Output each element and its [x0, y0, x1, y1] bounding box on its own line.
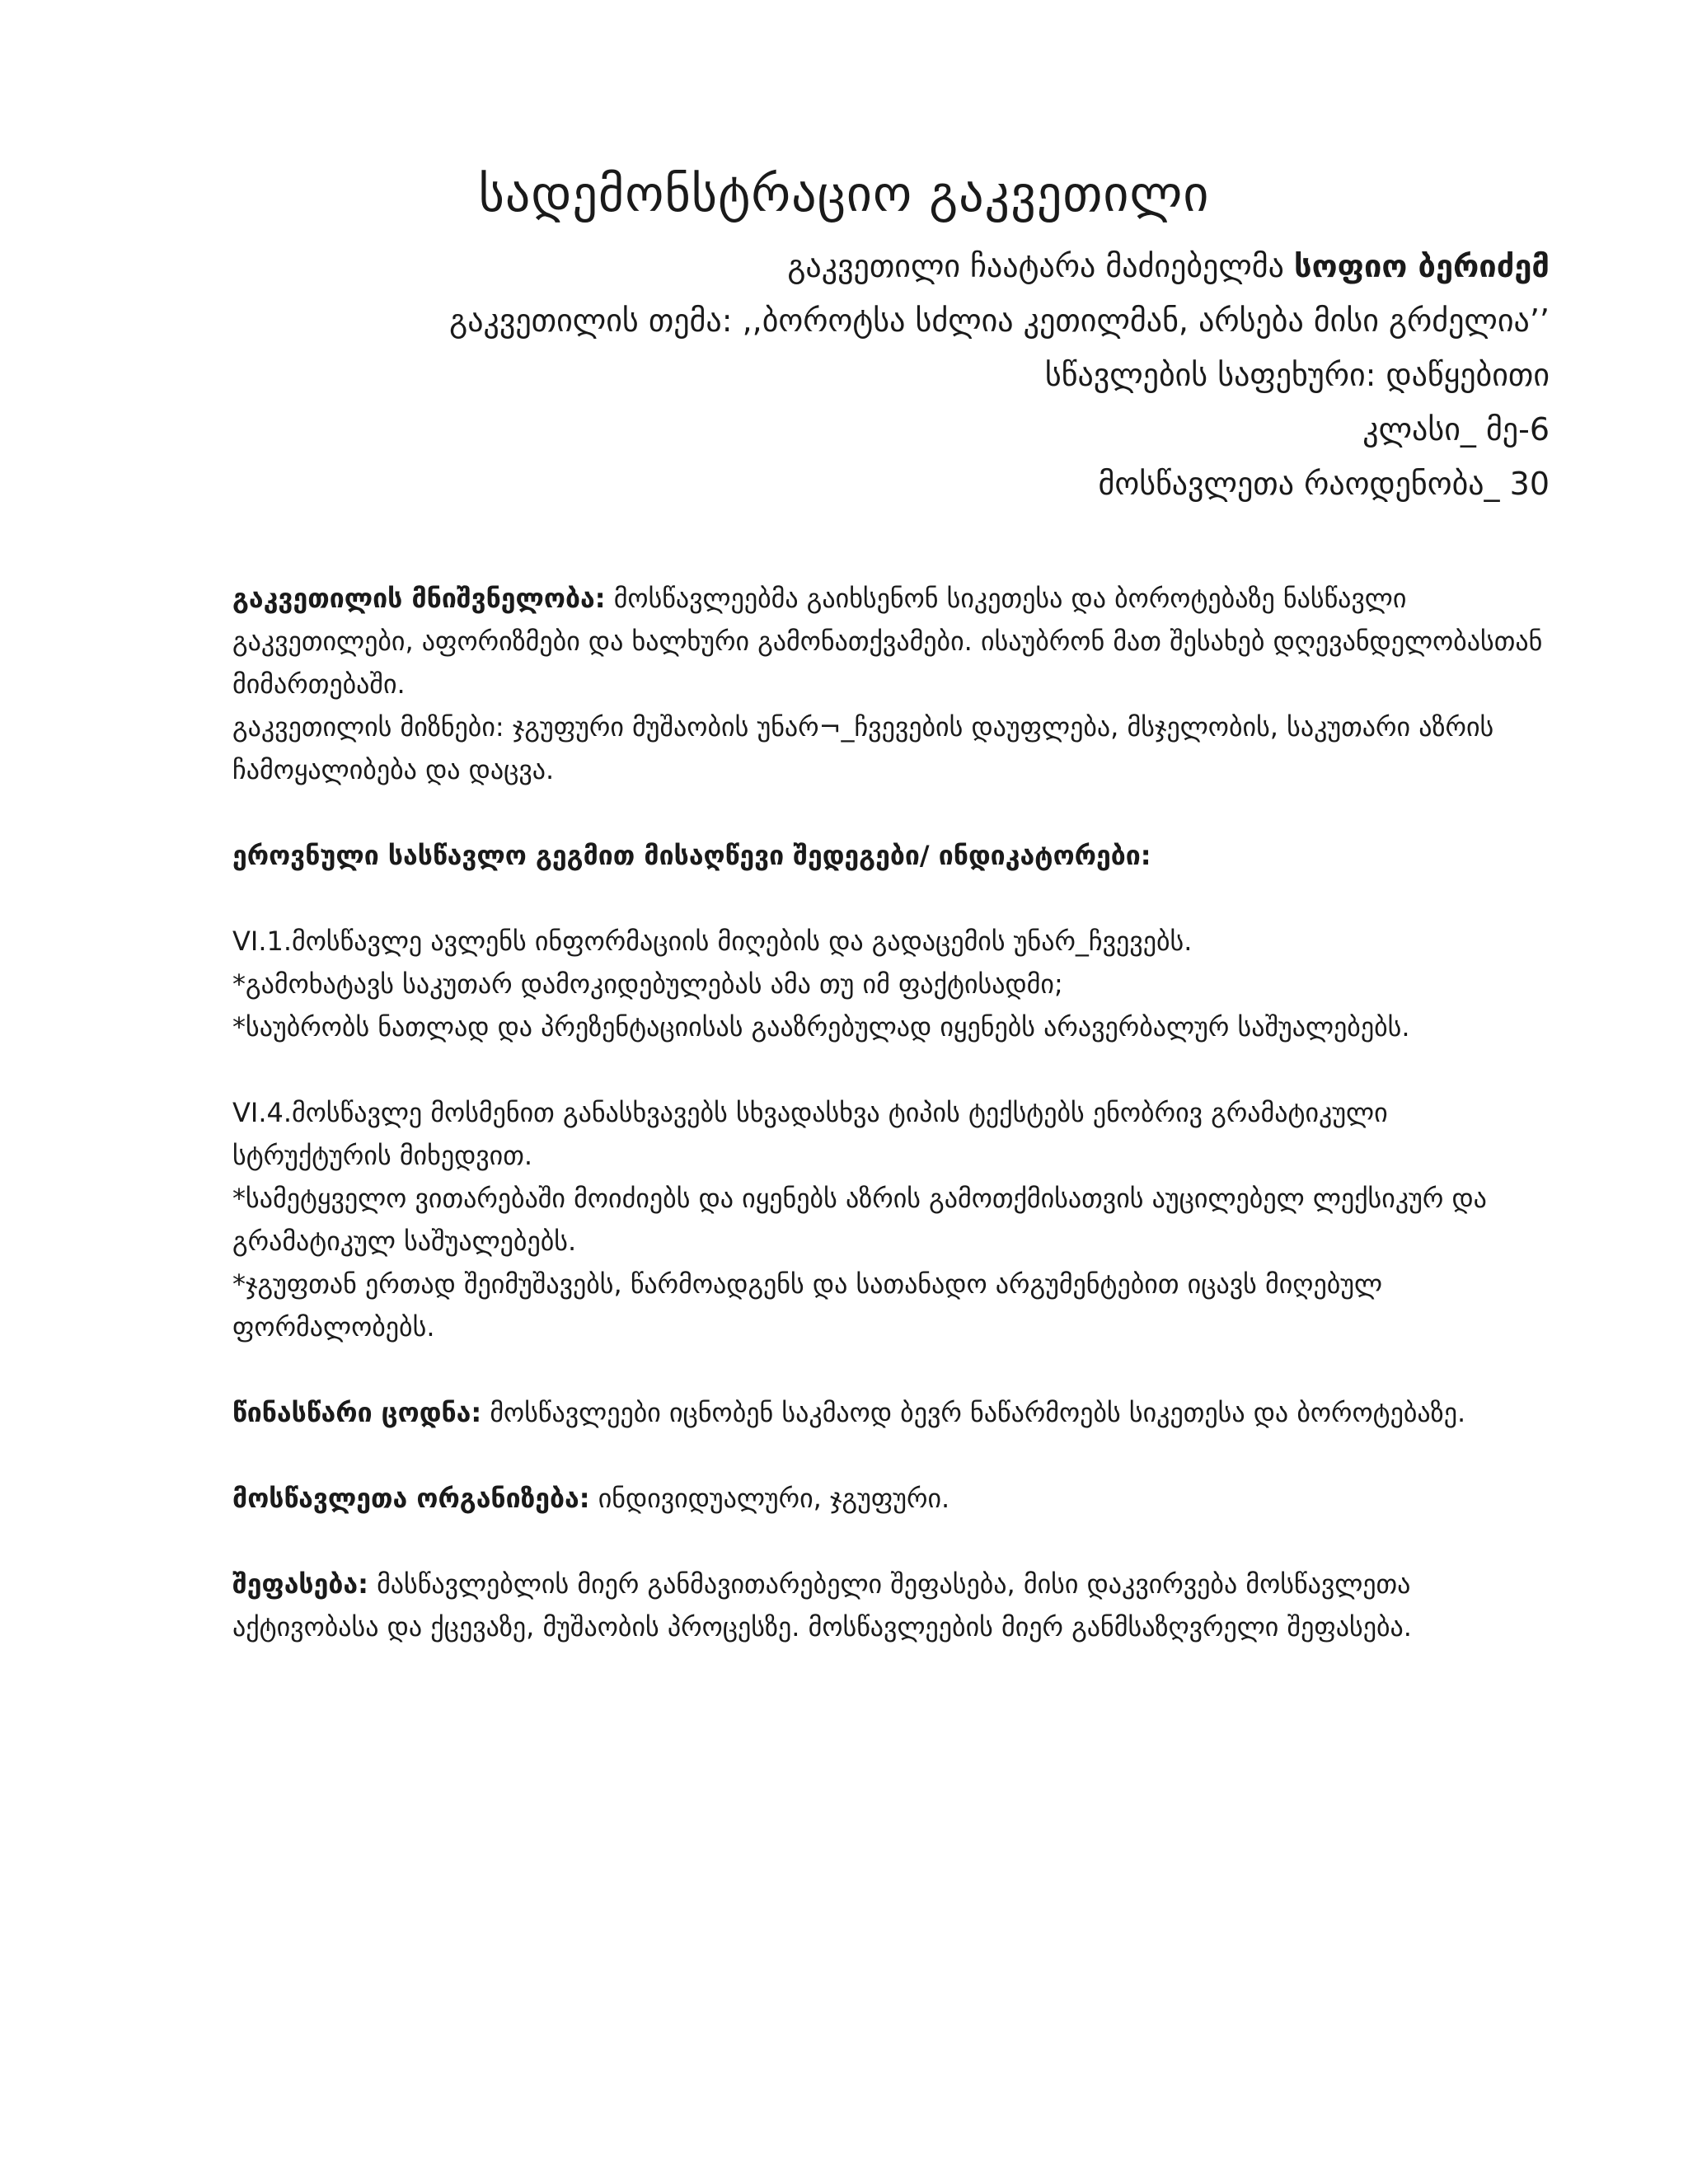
standard-vi1 — [232, 920, 1551, 1048]
organization-label: მოსწავლეთა ორგანიზება: — [232, 1483, 590, 1514]
prior-knowledge-text: მოსწავლეები იცნობენ საკმაოდ ბევრ ნაწარმოებს სიკეთესა და ბოროტებაზე. — [481, 1397, 1466, 1428]
goals-paragraph — [232, 705, 1551, 791]
vi4-bullet-1: *სამეტყველო ვითარებაში მოიძიებს და იყენებს აზრის გამოთქმისათვის აუცილებელ ლექსიკურ და გრამატიკულ საშუალებებს. — [232, 1183, 1487, 1257]
assessment-text: მასწავლებლის მიერ განმავითარებელი შეფასება, მისი დაკვირვება მოსწავლეთა აქტივობასა და ქცევაზე, მუშაობის პროცესზე. მოსწავლეების მიერ განმსაზღვრელი შეფასება. — [232, 1568, 1412, 1643]
vi1-bullet-1: *გამოხატავს საკუთარ დამოკიდებულებას ამა თუ იმ ფაქტისადმი; — [232, 968, 1063, 1000]
assessment-paragraph — [232, 1563, 1551, 1648]
assessment-label: შეფასება: — [232, 1568, 368, 1600]
lesson-body — [232, 577, 1551, 1691]
grade: კლასი_ მე-6 — [1362, 411, 1550, 448]
organization-text: ინდივიდუალური, ჯგუფური. — [589, 1483, 950, 1514]
standards-heading: ეროვნული სასწავლო გეგმით მისაღწევი შედეგები/ ინდიკატორები: — [232, 840, 1151, 871]
vi1-title: VI.1.მოსწავლე ავლენს ინფორმაციის მიღების და გადაცემის უნარ_ჩვევებს. — [232, 926, 1193, 957]
importance-text: მოსწავლეებმა გაიხსენონ სიკეთესა და ბოროტებაზე ნასწავლი გაკვეთილები, აფორიზმები და ხალხური გამონათქვამები. ისაუბრონ მათ შესახებ დღევანდელობასთან მიმართებაში. — [232, 583, 1543, 700]
vi4-bullet-2: *ჯგუფთან ერთად შეიმუშავებს, წარმოადგენს და სათანადო არგუმენტებით იცავს მიღებულ ფორმალობებს. — [232, 1268, 1383, 1343]
vi1-bullet-2: *საუბრობს ნათლად და პრეზენტაციისას გააზრებულად იყენებს არავერბალურ საშუალებებს. — [232, 1011, 1410, 1043]
learning-stage: სწავლების საფეხური: დაწყებითი — [1044, 357, 1550, 393]
prior-knowledge-paragraph — [232, 1391, 1551, 1434]
importance-paragraph — [232, 577, 1551, 705]
teacher-line — [148, 239, 1550, 293]
standards-heading-paragraph — [232, 834, 1551, 877]
vi4-title: VI.4.მოსწავლე მოსმენით განასხვავებს სხვადასხვა ტიპის ტექსტებს ენობრივ გრამატიკული სტრუქტურის მიხედვით. — [232, 1097, 1388, 1171]
organization-paragraph — [232, 1477, 1551, 1520]
prior-knowledge-label: წინასწარი ცოდნა: — [232, 1397, 482, 1428]
lesson-meta — [148, 239, 1550, 511]
student-count: მოსწავლეთა რაოდენობა_ 30 — [1098, 466, 1550, 502]
page-title: სადემონსტრაციო გაკვეთილი — [478, 166, 1210, 223]
lesson-topic: გაკვეთილის თემა: ,,ბოროტსა სძლია კეთილმან, არსება მისი გრძელია’’ — [449, 302, 1550, 339]
standard-vi4 — [232, 1091, 1551, 1348]
teacher-prefix: გაკვეთილი ჩაატარა მაძიებელმა — [787, 248, 1284, 284]
importance-label: გაკვეთილის მნიშვნელობა: — [232, 583, 606, 614]
teacher-name: სოფიო ბერიძემ — [1294, 248, 1550, 284]
goals-text: გაკვეთილის მიზნები: ჯგუფური მუშაობის უნარ¬_ჩვევების დაუფლება, მსჯელობის, საკუთარი აზრის ჩამოყალიბება და დაცვა. — [232, 711, 1494, 785]
